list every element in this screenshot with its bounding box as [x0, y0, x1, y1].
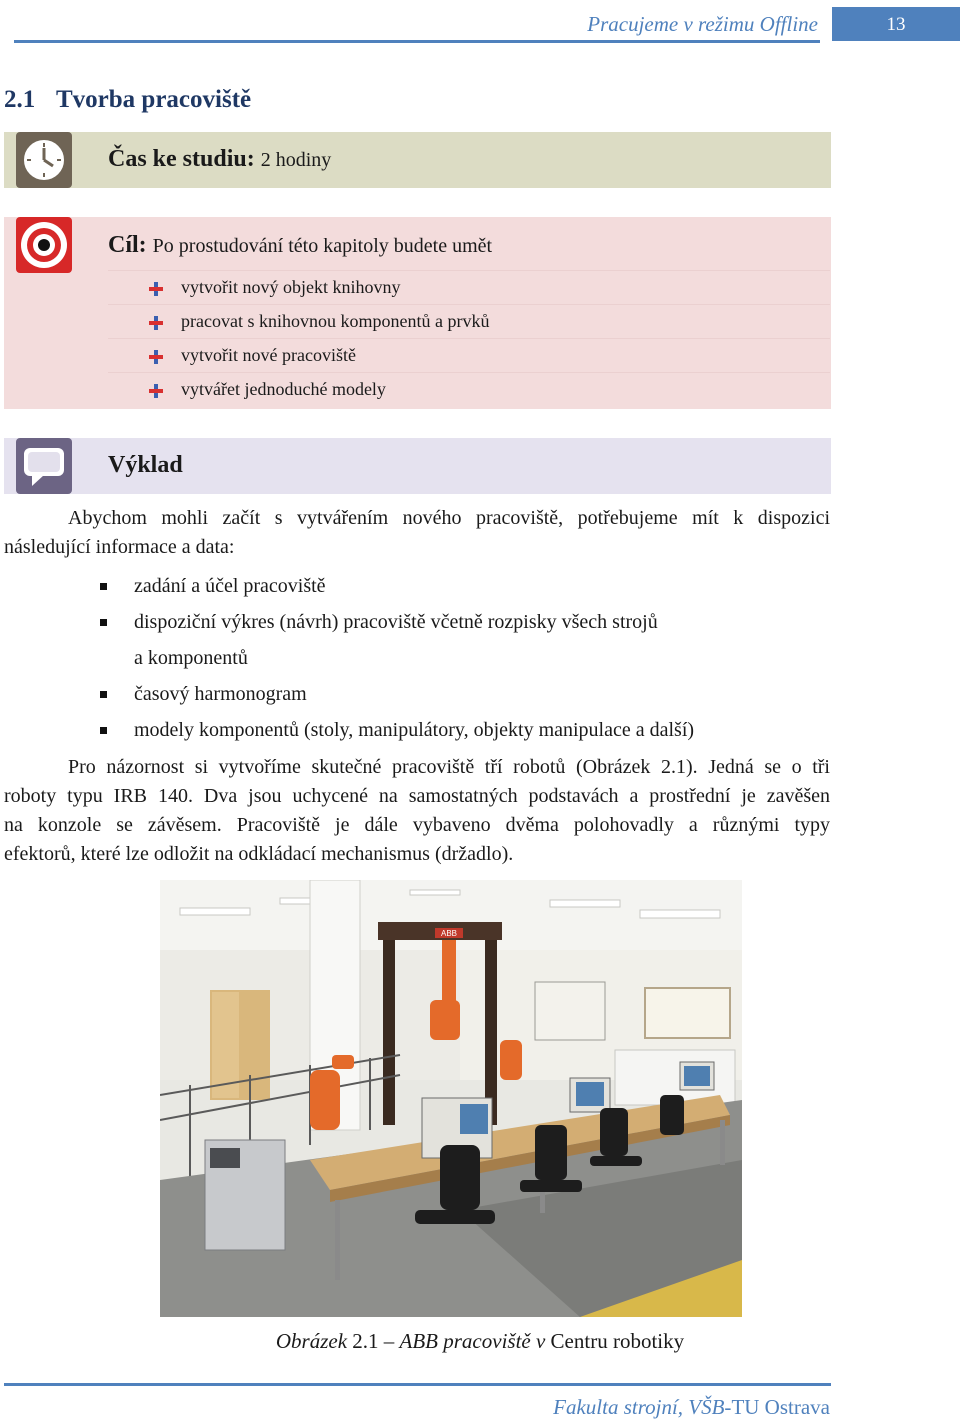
study-time-label: Čas ke studiu: [108, 146, 255, 172]
body-paragraph [4, 753, 830, 869]
caption-italic: ABB pracoviště v [399, 1329, 546, 1353]
square-bullet [100, 583, 107, 590]
paragraph-line: Abychom mohli začít s vytvářením nového pracoviště, potřebujeme mít k dispozici [68, 507, 830, 529]
section-title: Tvorba pracoviště [56, 86, 252, 113]
list-item-text: a komponentů [134, 647, 248, 669]
abb-sign-text: ABB [440, 929, 458, 938]
goal-heading [108, 232, 492, 259]
square-bullet [100, 619, 107, 626]
section-number: 2.1 [4, 86, 36, 113]
goal-item-text: vytvořit nové pracoviště [181, 345, 356, 365]
list-item-text: časový harmonogram [134, 683, 307, 705]
footer-text [440, 1395, 830, 1420]
caption-rest: Centru robotiky [550, 1329, 685, 1353]
paragraph-line: roboty typu IRB 140. Dva jsou uchycené na samostatných podstavách a prostřední je zavěšen [4, 785, 830, 807]
paragraph-line: Pro názornost si vytvoříme skutečné pracoviště tří robotů (Obrázek 2.1). Jedná se o tři [68, 756, 830, 778]
list-item-text: dispoziční výkres (návrh) pracoviště včetně rozpisky všech strojů [134, 611, 658, 633]
caption-dash: – [383, 1329, 395, 1353]
footer-university: TU Ostrava [731, 1395, 830, 1419]
goal-item [108, 270, 830, 305]
plus-bullet-icon [148, 383, 164, 399]
goal-item [108, 304, 830, 339]
study-time-value: 2 hodiny [260, 149, 332, 171]
figure-caption [0, 1329, 960, 1354]
goal-label: Cíl: [108, 232, 147, 258]
explanation-title: Výklad [108, 452, 183, 478]
plus-bullet-icon [148, 349, 164, 365]
goal-item-text: vytvářet jednoduché modely [181, 379, 386, 399]
running-header-title: Pracujeme v režimu Offline [587, 12, 818, 36]
intro-paragraph [4, 504, 830, 562]
workstation-photo [160, 880, 742, 1317]
goal-item-text: pracovat s knihovnou komponentů a prvků [181, 311, 490, 331]
list-item-text: modely komponentů (stoly, manipulátory, objekty manipulace a další) [134, 719, 695, 741]
clock-icon [16, 132, 72, 188]
goal-item-text: vytvořit nový objekt knihovny [181, 277, 401, 297]
target-icon [16, 217, 72, 273]
square-bullet [100, 691, 107, 698]
page-number: 13 [886, 14, 906, 35]
footer-faculty: Fakulta strojní, VŠB- [553, 1395, 732, 1419]
goal-intro: Po prostudování této kapitoly budete umět [152, 235, 493, 257]
speech-bubble-icon [16, 438, 72, 494]
goal-item [108, 372, 830, 407]
list-item-text: zadání a účel pracoviště [134, 575, 326, 597]
paragraph-line: na konzole se závěsem. Pracoviště je dále vybaveno dvěma polohovadly a různými typy [4, 814, 830, 836]
paragraph-line: efektorů, které lze odložit na odkládací mechanismus (držadlo). [4, 843, 514, 865]
plus-bullet-icon [148, 281, 164, 297]
paragraph-line: následující informace a data: [4, 536, 235, 558]
caption-prefix: Obrázek [275, 1329, 348, 1353]
goal-item [108, 338, 830, 373]
footer-rule [4, 1383, 831, 1386]
header-rule [14, 40, 820, 43]
square-bullet [100, 727, 107, 734]
study-time-text [108, 146, 331, 173]
plus-bullet-icon [148, 315, 164, 331]
caption-number: 2.1 [352, 1329, 379, 1353]
